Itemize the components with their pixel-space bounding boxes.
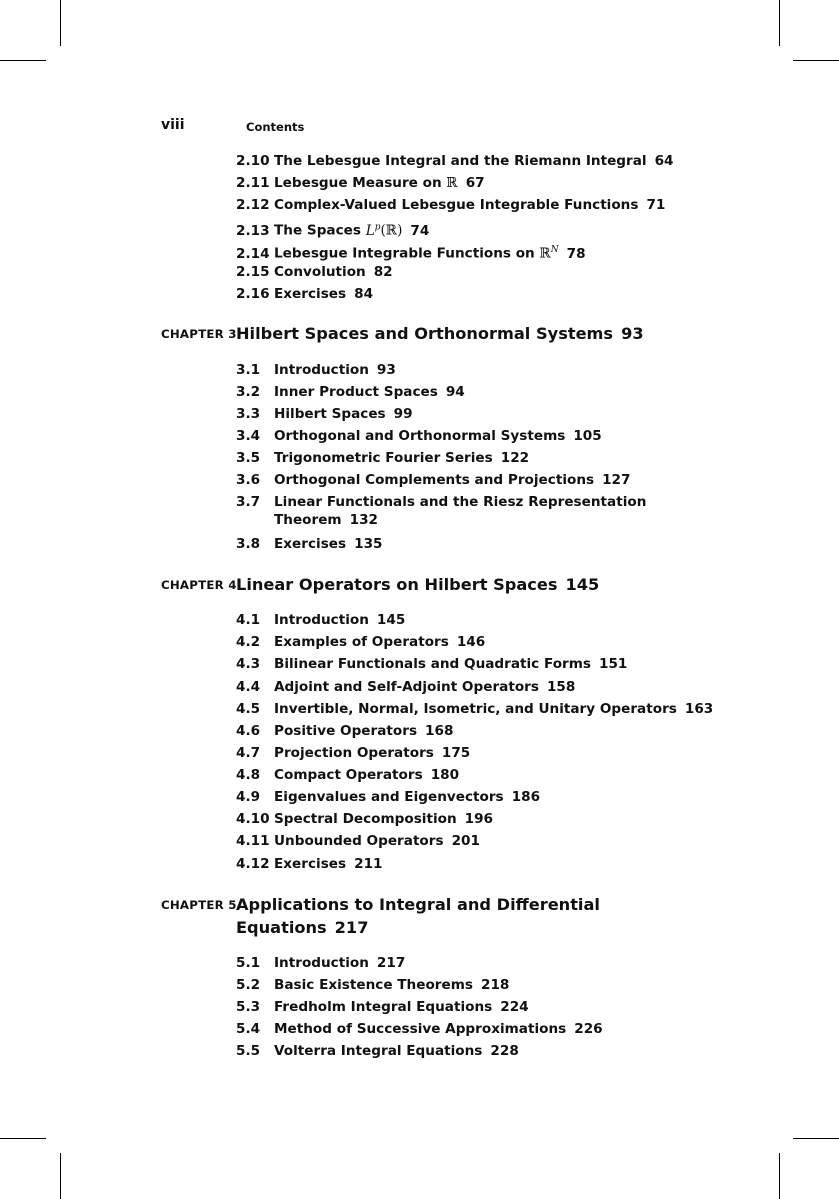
crop-mark	[0, 60, 46, 61]
toc-entry: 2.12 Complex-Valued Lebesgue Integrable Functions 71	[236, 197, 666, 213]
crop-mark	[60, 0, 61, 46]
toc-entry: 2.13 The Spaces $L^p(ℝ)$ 74	[236, 222, 430, 239]
toc-entry: 5.1 Introduction 217	[236, 955, 406, 971]
toc-entry: 2.14 Lebesgue Integrable Functions on ℝ$^N$ 78	[236, 245, 586, 262]
page-folio: viii	[161, 117, 185, 133]
toc-entry: 4.4 Adjoint and Self-Adjoint Operators 158	[236, 679, 576, 695]
crop-mark	[779, 0, 780, 46]
toc-entry: 3.2 Inner Product Spaces 94	[236, 384, 465, 400]
toc-entry: 3.8 Exercises 135	[236, 536, 383, 552]
toc-entry: 4.9 Eigenvalues and Eigenvectors 186	[236, 789, 541, 805]
toc-entry: 2.15 Convolution 82	[236, 264, 393, 280]
crop-mark	[793, 1138, 839, 1139]
toc-entry: 5.4 Method of Successive Approximations 226	[236, 1021, 603, 1037]
math-symbol: ℝ	[539, 245, 551, 262]
crop-mark	[779, 1153, 780, 1199]
toc-entry: 5.5 Volterra Integral Equations 228	[236, 1043, 519, 1059]
toc-entry: 3.4 Orthogonal and Orthonormal Systems 105	[236, 428, 602, 444]
toc-entry: 4.2 Examples of Operators 146	[236, 634, 486, 650]
toc-entry: 4.10 Spectral Decomposition 196	[236, 811, 494, 827]
toc-entry: 3.3 Hilbert Spaces 99	[236, 406, 413, 422]
toc-entry: 3.6 Orthogonal Complements and Projections 127	[236, 472, 631, 488]
crop-mark	[0, 1138, 46, 1139]
toc-entry: 3.5 Trigonometric Fourier Series 122	[236, 450, 530, 466]
crop-mark	[793, 60, 839, 61]
chapter-title: Linear Operators on Hilbert Spaces 145	[236, 575, 600, 594]
toc-entry: 4.7 Projection Operators 175	[236, 745, 471, 761]
toc-entry: 4.1 Introduction 145	[236, 612, 406, 628]
toc-entry: 2.10 The Lebesgue Integral and the Riemann Integral 64	[236, 153, 674, 169]
chapter-label: CHAPTER 4	[161, 578, 237, 592]
toc-entry: 4.12 Exercises 211	[236, 856, 383, 872]
toc-entry: 3.1 Introduction 93	[236, 362, 396, 378]
toc-entry: 2.16 Exercises 84	[236, 286, 374, 302]
chapter-title: Hilbert Spaces and Orthonormal Systems 93	[236, 324, 644, 343]
chapter-title: Applications to Integral and Differential Equations 217	[236, 895, 600, 937]
math-symbol: $L^p$	[365, 222, 381, 239]
running-head-title: Contents	[246, 120, 305, 134]
toc-entry: 2.11 Lebesgue Measure on ℝ 67	[236, 175, 485, 191]
chapter-label: CHAPTER 3	[161, 327, 237, 341]
toc-entry: 4.11 Unbounded Operators 201	[236, 833, 480, 849]
math-symbol: ℝ	[446, 175, 458, 191]
toc-entry: 4.8 Compact Operators 180	[236, 767, 460, 783]
toc-entry: 5.3 Fredholm Integral Equations 224	[236, 999, 529, 1015]
chapter-label: CHAPTER 5	[161, 898, 237, 912]
toc-entry: 4.6 Positive Operators 168	[236, 723, 454, 739]
toc-entry: 5.2 Basic Existence Theorems 218	[236, 977, 510, 993]
toc-entry: 4.3 Bilinear Functionals and Quadratic Forms 151	[236, 656, 628, 672]
crop-mark	[60, 1153, 61, 1199]
toc-entry: 4.5 Invertible, Normal, Isometric, and Unitary Operators 163	[236, 701, 714, 717]
toc-entry: 3.7 Linear Functionals and the Riesz Representation Theorem 132	[236, 494, 647, 528]
